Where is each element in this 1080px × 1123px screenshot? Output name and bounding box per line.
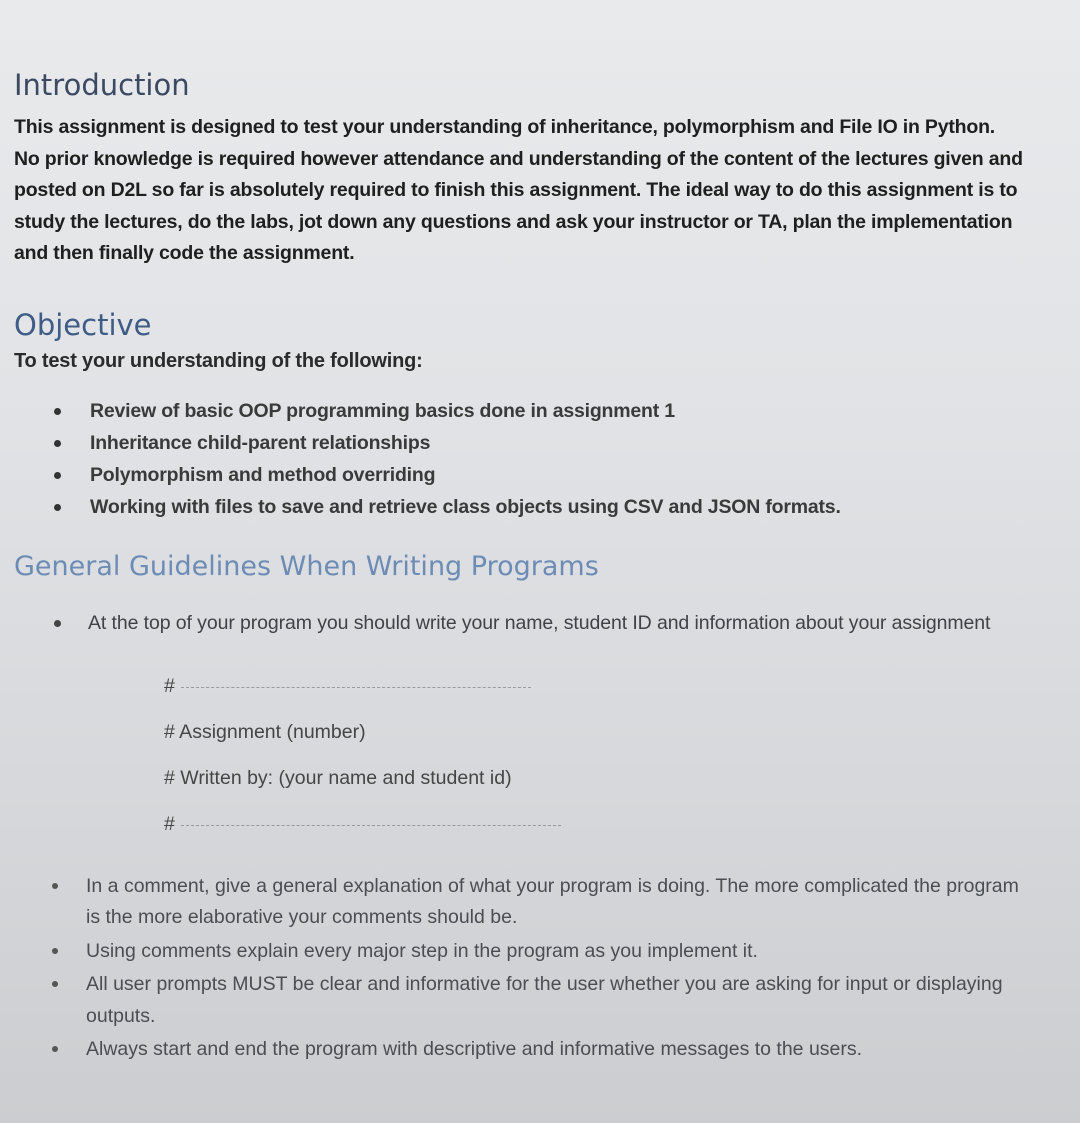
list-item	[14, 936, 1024, 968]
list-item-text: In a comment, give a general explanation of what your program is doing. The more complicated the program is the more elaborative your comments should be.	[86, 874, 1019, 928]
objective-heading: Objective	[14, 307, 152, 342]
list-item	[14, 1034, 1024, 1066]
bullet-icon	[54, 408, 61, 415]
list-item-text: All user prompts MUST be clear and informative for the user whether you are asking for input or displaying outputs.	[86, 973, 1003, 1027]
list-item	[14, 491, 1024, 523]
objective-list	[14, 395, 1024, 523]
code-text: # Assignment (number)	[164, 720, 366, 743]
document-page	[14, 62, 1024, 1066]
list-item-text: Inheritance child-parent relationships	[90, 431, 431, 454]
bullet-icon	[52, 948, 58, 954]
header-comment-template	[164, 663, 1024, 847]
list-item-text: Using comments explain every major step in the program as you implement it.	[86, 939, 758, 962]
list-item	[14, 608, 1024, 639]
guidelines-list-top	[14, 608, 1024, 639]
list-item-text: Working with files to save and retrieve class objects using CSV and JSON formats.	[90, 495, 841, 518]
code-hash: #	[164, 674, 175, 697]
list-item-text: At the top of your program you should write your name, student ID and information about your assignment	[88, 611, 991, 634]
bullet-icon	[54, 504, 61, 511]
list-item	[14, 427, 1024, 459]
bullet-icon	[52, 883, 58, 889]
list-item	[14, 969, 1024, 1032]
bullet-icon	[54, 620, 61, 627]
code-text: # Written by: (your name and student id)	[164, 766, 512, 789]
guidelines-list-bottom	[14, 871, 1024, 1066]
list-item-text: Polymorphism and method overriding	[90, 463, 436, 486]
bullet-icon	[54, 472, 61, 479]
list-item-text: Review of basic OOP programming basics done in assignment 1	[90, 399, 675, 422]
guidelines-heading: General Guidelines When Writing Programs	[14, 550, 599, 582]
bullet-icon	[52, 1046, 58, 1052]
list-item	[14, 871, 1024, 934]
objective-lead: To test your understanding of the following:	[14, 349, 423, 372]
list-item-text: Always start and end the program with descriptive and informative messages to the users.	[86, 1038, 863, 1060]
bullet-icon	[52, 981, 58, 987]
code-line-assignment	[164, 709, 1024, 755]
code-line-rule-top	[164, 663, 1024, 709]
code-line-written-by	[164, 755, 1024, 801]
list-item	[14, 459, 1024, 491]
list-item	[14, 395, 1024, 427]
introduction-heading: Introduction	[14, 68, 190, 102]
code-hash: #	[164, 812, 175, 835]
code-line-rule-bottom	[164, 801, 1024, 847]
introduction-paragraph: This assignment is designed to test your understanding of inheritance, polymorphism and File IO in Python. No prior knowledge is required however attendance and understanding of the content of the lectures given and posted on D2L so far is absolutely required to finish this assignment. The ideal way to do this assignment is to study the lectures, do the labs, jot down any questions and ask your instructor or TA, plan the implementation and then finally code the assignment.	[14, 116, 1023, 264]
bullet-icon	[54, 440, 61, 447]
dashed-rule	[181, 687, 531, 688]
dashed-rule	[181, 825, 561, 826]
